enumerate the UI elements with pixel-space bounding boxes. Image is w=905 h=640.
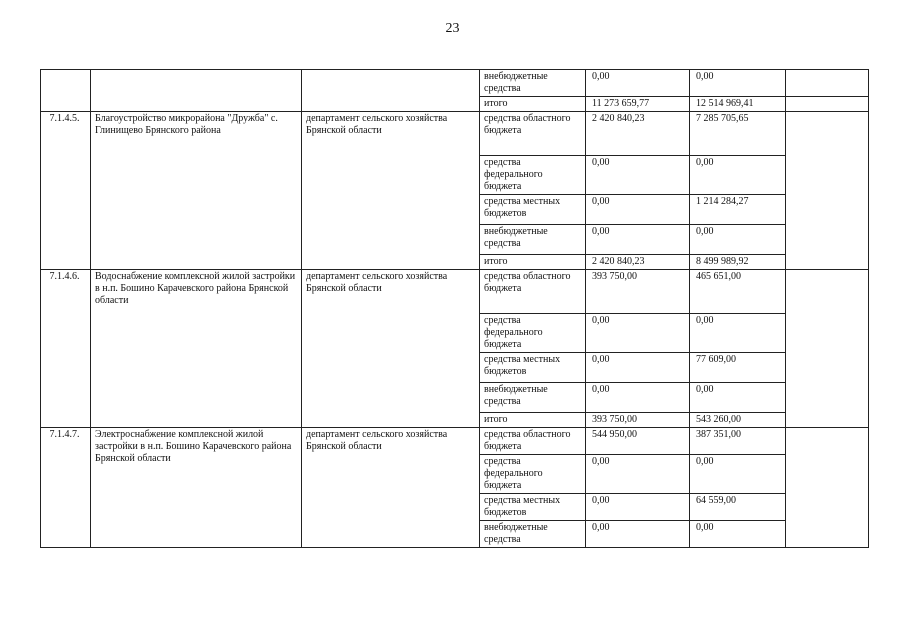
- item-executor: департамент сельского хозяйства Брянской области: [302, 270, 480, 428]
- empty-cell: [786, 112, 869, 270]
- amount-cell: 387 351,00: [690, 428, 786, 455]
- item-executor: департамент сельского хозяйства Брянской области: [302, 112, 480, 270]
- amount-cell: 0,00: [690, 314, 786, 353]
- item-executor-cell: [302, 70, 480, 112]
- amount-cell: 393 750,00: [586, 270, 690, 314]
- empty-cell: [786, 270, 869, 428]
- amount-cell: 543 260,00: [690, 413, 786, 428]
- funding-source-cell: итого: [480, 413, 586, 428]
- table-row: [41, 270, 869, 314]
- item-name-cell: [91, 70, 302, 112]
- funding-source-cell: средства местных бюджетов: [480, 353, 586, 383]
- amount-cell: 0,00: [586, 353, 690, 383]
- amount-cell: 0,00: [586, 195, 690, 225]
- amount-cell: 0,00: [690, 156, 786, 195]
- empty-cell: [786, 97, 869, 112]
- budget-table-body: [41, 70, 869, 548]
- amount-cell: 393 750,00: [586, 413, 690, 428]
- table-row: [41, 112, 869, 156]
- amount-cell: 64 559,00: [690, 494, 786, 521]
- amount-cell: 0,00: [690, 383, 786, 413]
- amount-cell: 0,00: [586, 225, 690, 255]
- funding-source-cell: внебюджетные средства: [480, 70, 586, 97]
- amount-cell: 544 950,00: [586, 428, 690, 455]
- amount-cell: 12 514 969,41: [690, 97, 786, 112]
- amount-cell: 0,00: [586, 156, 690, 195]
- amount-cell: 0,00: [690, 225, 786, 255]
- funding-source-cell: итого: [480, 97, 586, 112]
- table-row: [41, 70, 869, 97]
- amount-cell: 0,00: [586, 521, 690, 548]
- amount-cell: 2 420 840,23: [586, 112, 690, 156]
- funding-source-cell: средства областного бюджета: [480, 270, 586, 314]
- amount-cell: 0,00: [586, 494, 690, 521]
- table-row: [41, 428, 869, 455]
- item-name: Электроснабжение комплексной жилой застройки в н.п. Бошино Карачевского района Брянской области: [91, 428, 302, 548]
- item-name: Водоснабжение комплексной жилой застройки в н.п. Бошино Карачевского района Брянской области: [91, 270, 302, 428]
- funding-source-cell: внебюджетные средства: [480, 225, 586, 255]
- amount-cell: 0,00: [690, 521, 786, 548]
- amount-cell: 2 420 840,23: [586, 255, 690, 270]
- funding-source-cell: внебюджетные средства: [480, 521, 586, 548]
- amount-cell: 1 214 284,27: [690, 195, 786, 225]
- funding-source-cell: средства федерального бюджета: [480, 156, 586, 195]
- funding-source-cell: средства областного бюджета: [480, 112, 586, 156]
- funding-source-cell: средства местных бюджетов: [480, 494, 586, 521]
- item-code-cell: [41, 70, 91, 112]
- amount-cell: 0,00: [586, 455, 690, 494]
- amount-cell: 7 285 705,65: [690, 112, 786, 156]
- funding-source-cell: внебюджетные средства: [480, 383, 586, 413]
- item-name: Благоустройство микрорайона "Дружба" с. Глинищево Брянского района: [91, 112, 302, 270]
- budget-table: [40, 69, 869, 548]
- funding-source-cell: средства областного бюджета: [480, 428, 586, 455]
- funding-source-cell: средства федерального бюджета: [480, 314, 586, 353]
- empty-cell: [786, 428, 869, 548]
- funding-source-cell: средства местных бюджетов: [480, 195, 586, 225]
- amount-cell: 11 273 659,77: [586, 97, 690, 112]
- amount-cell: 77 609,00: [690, 353, 786, 383]
- item-code: 7.1.4.7.: [41, 428, 91, 548]
- page-number: 23: [445, 21, 460, 36]
- amount-cell: 0,00: [690, 70, 786, 97]
- amount-cell: 0,00: [586, 383, 690, 413]
- funding-source-cell: итого: [480, 255, 586, 270]
- amount-cell: 8 499 989,92: [690, 255, 786, 270]
- amount-cell: 0,00: [690, 455, 786, 494]
- amount-cell: 465 651,00: [690, 270, 786, 314]
- amount-cell: 0,00: [586, 314, 690, 353]
- item-executor: департамент сельского хозяйства Брянской области: [302, 428, 480, 548]
- empty-cell: [786, 70, 869, 97]
- amount-cell: 0,00: [586, 70, 690, 97]
- item-code: 7.1.4.5.: [41, 112, 91, 270]
- item-code: 7.1.4.6.: [41, 270, 91, 428]
- funding-source-cell: средства федерального бюджета: [480, 455, 586, 494]
